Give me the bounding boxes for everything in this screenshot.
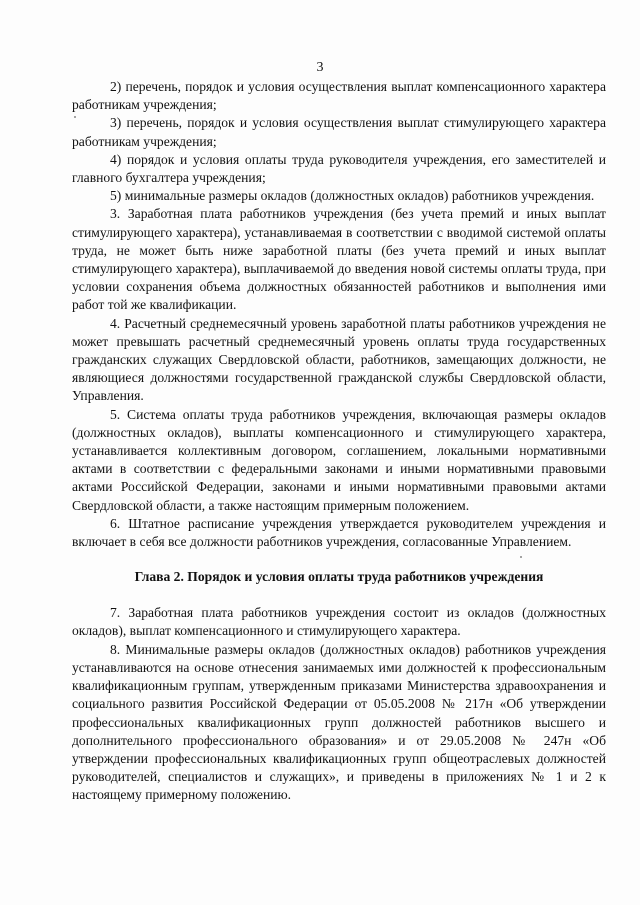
paragraph-item-5: 5) минимальные размеры окладов (должностных окладов) работников учреждения. xyxy=(110,188,595,204)
paragraph-clause-5: 5. Система оплаты труда работников учреждения, включающая размеры окладов (должностных окладов), выплаты компенсационного и стимулирующего характера, устанавливается коллективным договором, соглашением, локальными нормативными актами в соответствии с федеральными законами и иными нормативными правовыми актами Российской Федерации, законами и иными нормативными правовыми актами Свердловской области, а также настоящим примерным положением. xyxy=(72,406,606,513)
paragraph-clause-3: 3. Заработная плата работников учреждения (без учета премий и иных выплат стимулирующего характера), устанавливаемая в соответствии с вводимой системой оплаты труда, не может быть ниже заработной платы (без учета премий и иных выплат стимулирующего характера), выплачиваемой до введения новой системы оплаты труда, при условии сохранения объема должностных обязанностей работников и выполнения ими работ той же квалификации. xyxy=(72,206,606,313)
paragraph-clause-7: 7. Заработная плата работников учреждения состоит из окладов (должностных окладов), выплат компенсационного и стимулирующего характера. xyxy=(72,605,606,639)
document-body xyxy=(72,78,606,805)
paragraph-item-3: 3) перечень, порядок и условия осуществления выплат стимулирующего характера работникам учреждения; xyxy=(72,115,606,149)
page-number: 3 xyxy=(316,60,324,75)
paragraph-clause-4: 4. Расчетный среднемесячный уровень заработной платы работников учреждения не может превышать расчетный среднемесячный уровень оплаты труда государственных гражданских служащих Свердловской области, работников, замещающих должности, не являющиеся должностями государственной гражданской службы Свердловской области, Управления. xyxy=(72,315,606,404)
scan-speck xyxy=(520,556,522,558)
scan-speck xyxy=(74,116,76,118)
paragraph-item-4: 4) порядок и условия оплаты труда руководителя учреждения, его заместителей и главного бухгалтера учреждения; xyxy=(72,151,606,186)
chapter-heading: Глава 2. Порядок и условия оплаты труда работников учреждения xyxy=(134,569,544,585)
paragraph-clause-6: 6. Штатное расписание учреждения утверждается руководителем учреждения и включает в себя все должности работников учреждения, согласованные Управлением. xyxy=(72,515,606,550)
paragraph-clause-8: 8. Минимальные размеры окладов (должностных окладов) работников учреждения устанавливаются на основе отнесения занимаемых ими должностей к профессиональным квалификационным группам, утвержденным приказами Министерства здравоохранения и социального развития Российской Федерации от 05.05.2008 № 217н «Об утверждении профессиональных квалификационных групп должностей работников высшего и дополнительного профессионального образования» и от 29.05.2008 № 247н «Об утверждении профессиональных квалификационных групп общеотраслевых должностей руководителей, специалистов и служащих», и приведены в приложениях № 1 и 2 к настоящему примерному положению. xyxy=(72,641,606,803)
paragraph-item-2: 2) перечень, порядок и условия осуществления выплат компенсационного характера работникам учреждения; xyxy=(72,79,606,113)
